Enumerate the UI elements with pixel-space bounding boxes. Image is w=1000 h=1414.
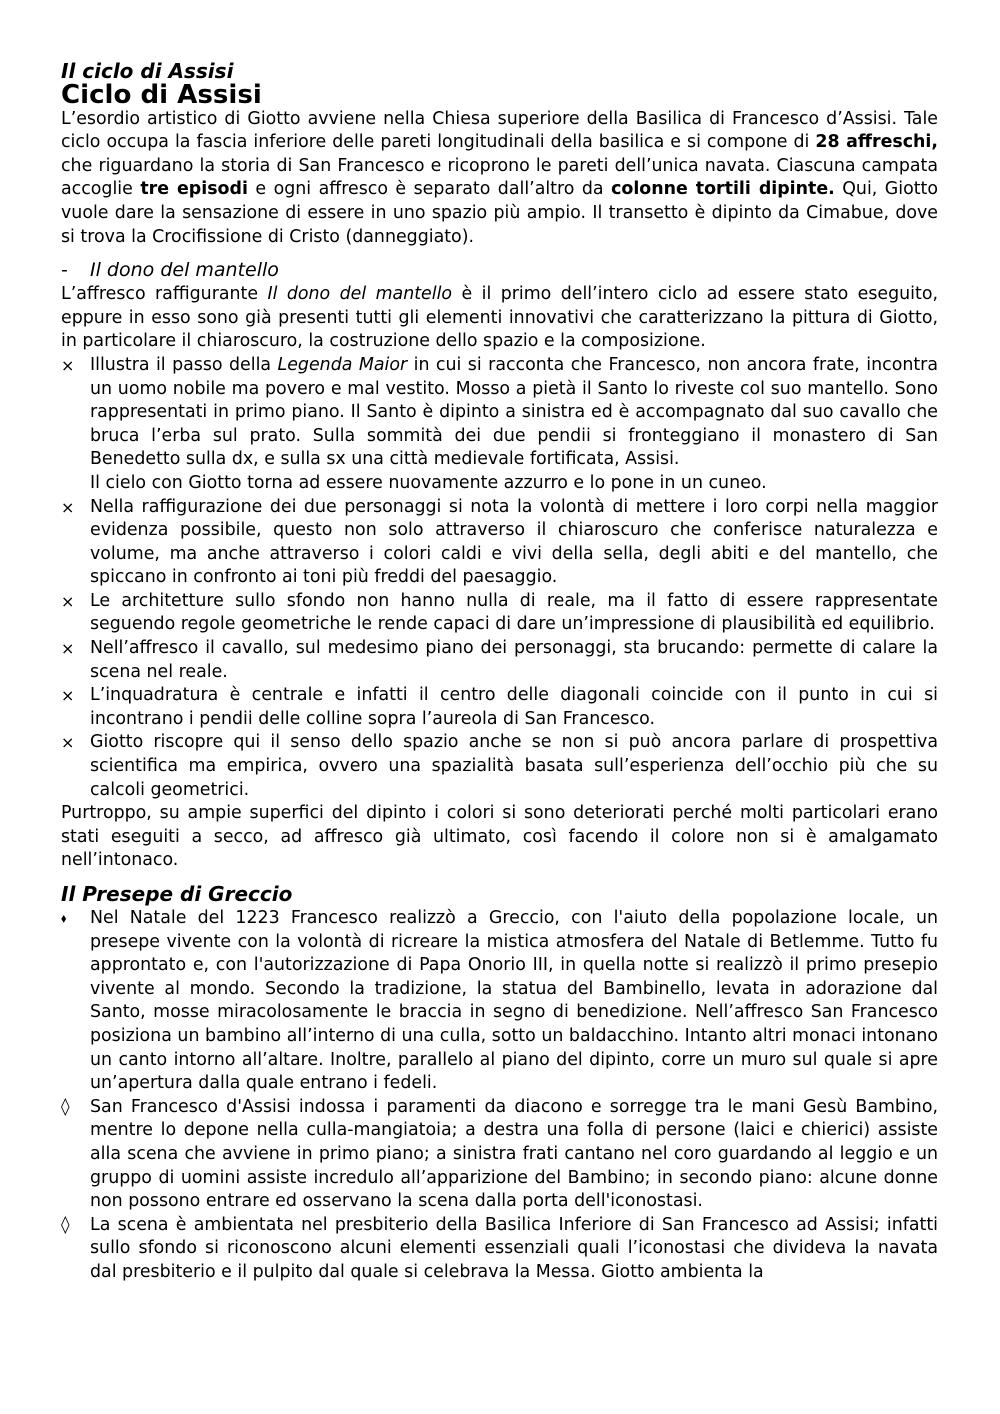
- list-item: [61, 1096, 938, 1214]
- list-item-text: Nel Natale del 1223 Francesco realizzò a Greccio, con l'aiuto della popolazione locale, un presepe vivente con la volontà di ricreare la mistica atmosfera del Natale di Betlemme. Tutto fu approntato e, con l'autorizzazione di Papa Onorio III, in quella notte si realizzò il primo presepio vivente al mondo. Secondo la tradizione, la statua del Bambinello, levata in adorazione dal Santo, mosse miracolosamente le braccia in segno di benedizione. Nell’affresco San Francesco posiziona un bambino all’interno di una culla, sotto un baldacchino. Intanto altri monaci intonano un canto intorno all’altare. Inoltre, parallelo al piano del dipinto, corre un muro sul quale si apre un’apertura dalla quale entrano i fedeli.: [90, 908, 938, 1094]
- list-item: [61, 590, 938, 637]
- list-item-text: San Francesco d'Assisi indossa i paramenti da diacono e sorregge tra le mani Gesù Bambino, mentre lo depone nella culla-mangiatoia; a destra una folla di persone (laici e chierici) assiste alla scena che avviene in primo piano; a sinistra frati cantano nel coro guardando al leggio e un gruppo di uomini assiste incredulo all’apparizione del Bambino; in secondo piano: alcune donne non possono entrare ed osservano la scena dalla porta dell'iconostasi.: [90, 1096, 938, 1212]
- list-item: [61, 907, 938, 1096]
- intro-paragraph: [61, 108, 938, 250]
- cross-bullet-icon: ×: [61, 591, 75, 611]
- list-item-text: Le architetture sullo sfondo non hanno nulla di reale, ma il fatto di essere rappresentate seguendo regole geometriche le rende capaci di dare un’impressione di plausibilità ed equilibrio.: [90, 590, 938, 635]
- cross-bullet-icon: ×: [61, 733, 75, 753]
- list-item: [61, 354, 938, 496]
- text-run: L’affresco raffigurante: [61, 284, 268, 305]
- cross-bullet-icon: ×: [61, 497, 75, 517]
- section-heading-dono-mantello: [61, 257, 938, 283]
- text-run: è il primo dell’intero ciclo ad essere stato eseguito, eppure in esso sono già presenti tutti gli elementi innovativi che caratterizzano la pittura di Giotto, in particolare il chiaroscuro, la costruzione dello spazio e la composizione.: [61, 284, 938, 352]
- list-item: [61, 496, 938, 590]
- mantello-closing-paragraph: Purtroppo, su ampie superfici del dipinto i colori si sono deteriorati perché molti particolari erano stati eseguiti a secco, ad affresco già ultimato, così facendo il colore non si è amalgamato nell’intonaco.: [61, 803, 938, 871]
- bold-colonne-tortili: colonne tortili dipinte.: [611, 179, 835, 200]
- list-item-text: L’inquadratura è centrale e infatti il centro delle diagonali coincide con il punto in cui si incontrano i pendii delle colline sopra l’aureola di San Francesco.: [90, 685, 938, 729]
- section-title-ciclo-assisi: Il ciclo di Assisi: [61, 59, 234, 83]
- section-title-dono-mantello: Il dono del mantello: [90, 259, 279, 282]
- text-run: Qui, Giotto vuole dare la sensazione di essere in uno spazio più ampio. Il transetto è dipinto da Cimabue, dove si trova la Crocifissione di Cristo (danneggiato).: [61, 179, 939, 247]
- lozenge-bullet-icon: ◊: [61, 1096, 70, 1117]
- subsection-title-ciclo-assisi: Ciclo di Assisi: [61, 80, 262, 110]
- presepe-bullet-list: [61, 907, 938, 1285]
- list-item-text: Giotto riscopre qui il senso dello spazio anche se non si può ancora parlare di prospettiva scientifica ma empirica, ovvero una spazialità basata sull’esperienza dell’occhio più che su calcoli geometrici.: [90, 732, 938, 800]
- text-run: Illustra il passo della: [90, 354, 278, 375]
- diamond-bullet-icon: ⬧: [61, 911, 67, 925]
- bold-28-affreschi: 28 affreschi,: [815, 132, 938, 153]
- mantello-intro-paragraph: [61, 283, 938, 354]
- italic-legenda-maior: Legenda Maior: [277, 354, 408, 375]
- mantello-bullet-list: [61, 354, 938, 802]
- cross-bullet-icon: ×: [61, 355, 75, 375]
- cross-bullet-icon: ×: [61, 686, 75, 706]
- document-page: [61, 58, 938, 1285]
- list-item-text: Nella raffigurazione dei due personaggi si nota la volontà di mettere i loro corpi nella maggior evidenza possibile, questo non solo attraverso il chiaroscuro che conferisce naturalezza e volume, ma anche attraverso i colori caldi e vivi della sella, degli abiti e del mantello, che spiccano in confronto ai toni più freddi del paesaggio.: [90, 496, 938, 588]
- dash-marker: -: [61, 259, 68, 282]
- list-item: [61, 731, 938, 802]
- lozenge-bullet-icon: ◊: [61, 1214, 70, 1235]
- bold-tre-episodi: tre episodi: [140, 179, 248, 200]
- section-title-presepe-greccio: Il Presepe di Greccio: [61, 882, 293, 906]
- text-run: e ogni affresco è separato dall’altro da: [247, 179, 612, 200]
- list-item-text: Nell’affresco il cavallo, sul medesimo piano dei personaggi, sta brucando: permette di calare la scena nel reale.: [90, 638, 938, 682]
- list-item-continuation: Il cielo con Giotto torna ad essere nuovamente azzurro e lo pone in un cuneo.: [90, 472, 767, 493]
- list-item-text: La scena è ambientata nel presbiterio della Basilica Inferiore di San Francesco ad Assisi; infatti sullo sfondo si riconoscono alcuni elementi essenziali quali l’iconostasi che divideva la navata dal presbiterio e il pulpito dal quale si celebrava la Messa. Giotto ambienta la: [90, 1214, 938, 1282]
- text-run: che riguardano la storia di San Francesco e ricoprono le pareti dell’unica navata. Ciascuna campata accoglie: [61, 155, 938, 200]
- text-run: in cui si racconta che Francesco, non ancora frate, incontra un uomo nobile ma povero e mal vestito. Mosso a pietà il Santo lo riveste col suo mantello. Sono rappresentati in primo piano. Il Santo è dipinto a sinistra ed è accompagnato dal suo cavallo che bruca l’erba sul prato. Sulla sommità dei due pendii si fronteggiano il monastero di San Benedetto sulla dx, e sulla sx una città medievale fortificata, Assisi.: [90, 354, 938, 470]
- italic-title: Il dono del mantello: [267, 284, 453, 305]
- cross-bullet-icon: ×: [61, 639, 75, 659]
- text-run: L’esordio artistico di Giotto avviene nella Chiesa superiore della Basilica di Francesco d’Assisi. Tale ciclo occupa la fascia inferiore delle pareti longitudinali della basilica e si compone di: [61, 108, 938, 153]
- list-item: [61, 637, 938, 684]
- list-item: [61, 684, 938, 731]
- list-item: [61, 1214, 938, 1285]
